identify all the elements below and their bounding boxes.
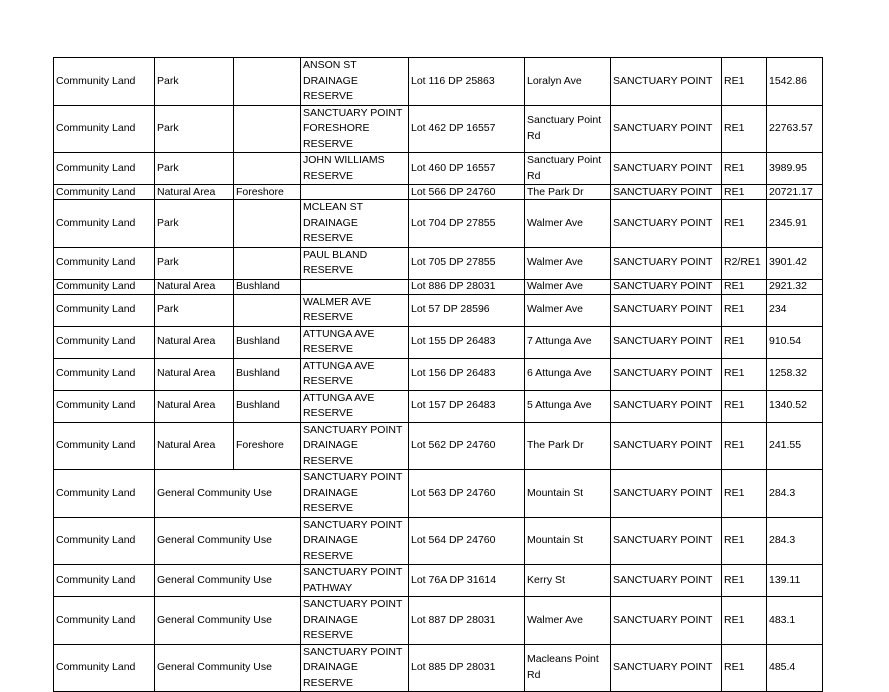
category-cell: Community Land xyxy=(54,517,155,565)
suburb-cell: SANCTUARY POINT xyxy=(611,597,722,645)
table-body xyxy=(54,58,823,692)
table-row xyxy=(54,597,823,645)
category-cell: Community Land xyxy=(54,200,155,248)
reserve-name-cell: ATTUNGA AVE RESERVE xyxy=(301,326,409,358)
suburb-cell: SANCTUARY POINT xyxy=(611,565,722,597)
zoning-cell: RE1 xyxy=(722,153,767,185)
type-cell: Park xyxy=(155,105,234,153)
suburb-cell: SANCTUARY POINT xyxy=(611,422,722,470)
street-cell: Walmer Ave xyxy=(525,200,611,248)
category-cell: Community Land xyxy=(54,390,155,422)
type-cell: General Community Use xyxy=(155,597,301,645)
subtype-cell xyxy=(234,200,301,248)
table-row xyxy=(54,326,823,358)
lot-dp-cell: Lot 886 DP 28031 xyxy=(409,279,525,294)
subtype-cell xyxy=(234,294,301,326)
table-row xyxy=(54,279,823,294)
area-cell: 2921.32 xyxy=(767,279,823,294)
reserve-name-cell: MCLEAN ST DRAINAGE RESERVE xyxy=(301,200,409,248)
reserve-name-cell: ATTUNGA AVE RESERVE xyxy=(301,390,409,422)
zoning-cell: RE1 xyxy=(722,279,767,294)
subtype-cell xyxy=(234,153,301,185)
lot-dp-cell: Lot 157 DP 26483 xyxy=(409,390,525,422)
subtype-cell: Foreshore xyxy=(234,422,301,470)
street-cell: Walmer Ave xyxy=(525,294,611,326)
lot-dp-cell: Lot 563 DP 24760 xyxy=(409,470,525,518)
reserve-name-cell: SANCTUARY POINT DRAINAGE RESERVE xyxy=(301,644,409,692)
street-cell: Kerry St xyxy=(525,565,611,597)
table-row xyxy=(54,358,823,390)
subtype-cell xyxy=(234,247,301,279)
area-cell: 284.3 xyxy=(767,470,823,518)
subtype-cell: Foreshore xyxy=(234,185,301,200)
reserve-name-cell: JOHN WILLIAMS RESERVE xyxy=(301,153,409,185)
lot-dp-cell: Lot 566 DP 24760 xyxy=(409,185,525,200)
table-row xyxy=(54,153,823,185)
type-cell: Natural Area xyxy=(155,326,234,358)
subtype-cell: Bushland xyxy=(234,279,301,294)
type-cell: Natural Area xyxy=(155,422,234,470)
area-cell: 234 xyxy=(767,294,823,326)
reserve-name-cell xyxy=(301,185,409,200)
category-cell: Community Land xyxy=(54,58,155,106)
reserve-name-cell: SANCTUARY POINT FORESHORE RESERVE xyxy=(301,105,409,153)
lot-dp-cell: Lot 705 DP 27855 xyxy=(409,247,525,279)
type-cell: Park xyxy=(155,200,234,248)
area-cell: 284.3 xyxy=(767,517,823,565)
suburb-cell: SANCTUARY POINT xyxy=(611,358,722,390)
type-cell: General Community Use xyxy=(155,565,301,597)
type-cell: Park xyxy=(155,294,234,326)
table-row xyxy=(54,200,823,248)
zoning-cell: RE1 xyxy=(722,422,767,470)
category-cell: Community Land xyxy=(54,153,155,185)
land-register-table xyxy=(53,57,823,692)
table-row xyxy=(54,422,823,470)
suburb-cell: SANCTUARY POINT xyxy=(611,470,722,518)
reserve-name-cell: SANCTUARY POINT DRAINAGE RESERVE xyxy=(301,422,409,470)
type-cell: Park xyxy=(155,153,234,185)
suburb-cell: SANCTUARY POINT xyxy=(611,247,722,279)
street-cell: 7 Attunga Ave xyxy=(525,326,611,358)
table-row xyxy=(54,565,823,597)
category-cell: Community Land xyxy=(54,470,155,518)
lot-dp-cell: Lot 116 DP 25863 xyxy=(409,58,525,106)
table-row xyxy=(54,294,823,326)
suburb-cell: SANCTUARY POINT xyxy=(611,153,722,185)
zoning-cell: RE1 xyxy=(722,358,767,390)
zoning-cell: RE1 xyxy=(722,105,767,153)
area-cell: 485.4 xyxy=(767,644,823,692)
lot-dp-cell: Lot 562 DP 24760 xyxy=(409,422,525,470)
lot-dp-cell: Lot 462 DP 16557 xyxy=(409,105,525,153)
street-cell: The Park Dr xyxy=(525,185,611,200)
category-cell: Community Land xyxy=(54,279,155,294)
street-cell: Loralyn Ave xyxy=(525,58,611,106)
area-cell: 241.55 xyxy=(767,422,823,470)
table-row xyxy=(54,247,823,279)
subtype-cell: Bushland xyxy=(234,326,301,358)
type-cell: Natural Area xyxy=(155,185,234,200)
area-cell: 910.54 xyxy=(767,326,823,358)
category-cell: Community Land xyxy=(54,565,155,597)
street-cell: 5 Attunga Ave xyxy=(525,390,611,422)
suburb-cell: SANCTUARY POINT xyxy=(611,200,722,248)
zoning-cell: RE1 xyxy=(722,597,767,645)
lot-dp-cell: Lot 460 DP 16557 xyxy=(409,153,525,185)
area-cell: 20721.17 xyxy=(767,185,823,200)
zoning-cell: RE1 xyxy=(722,58,767,106)
lot-dp-cell: Lot 156 DP 26483 xyxy=(409,358,525,390)
type-cell: General Community Use xyxy=(155,470,301,518)
type-cell: Park xyxy=(155,247,234,279)
category-cell: Community Land xyxy=(54,422,155,470)
reserve-name-cell xyxy=(301,279,409,294)
zoning-cell: R2/RE1 xyxy=(722,247,767,279)
subtype-cell: Bushland xyxy=(234,358,301,390)
street-cell: Mountain St xyxy=(525,517,611,565)
zoning-cell: RE1 xyxy=(722,470,767,518)
suburb-cell: SANCTUARY POINT xyxy=(611,105,722,153)
reserve-name-cell: SANCTUARY POINT DRAINAGE RESERVE xyxy=(301,470,409,518)
category-cell: Community Land xyxy=(54,185,155,200)
subtype-cell xyxy=(234,58,301,106)
type-cell: General Community Use xyxy=(155,644,301,692)
lot-dp-cell: Lot 885 DP 28031 xyxy=(409,644,525,692)
suburb-cell: SANCTUARY POINT xyxy=(611,185,722,200)
table-row xyxy=(54,644,823,692)
subtype-cell: Bushland xyxy=(234,390,301,422)
suburb-cell: SANCTUARY POINT xyxy=(611,58,722,106)
zoning-cell: RE1 xyxy=(722,565,767,597)
type-cell: General Community Use xyxy=(155,517,301,565)
zoning-cell: RE1 xyxy=(722,200,767,248)
area-cell: 3989.95 xyxy=(767,153,823,185)
area-cell: 1542.86 xyxy=(767,58,823,106)
category-cell: Community Land xyxy=(54,294,155,326)
reserve-name-cell: SANCTUARY POINT DRAINAGE RESERVE xyxy=(301,597,409,645)
zoning-cell: RE1 xyxy=(722,294,767,326)
street-cell: Mountain St xyxy=(525,470,611,518)
area-cell: 483.1 xyxy=(767,597,823,645)
reserve-name-cell: SANCTUARY POINT PATHWAY xyxy=(301,565,409,597)
type-cell: Natural Area xyxy=(155,390,234,422)
zoning-cell: RE1 xyxy=(722,517,767,565)
area-cell: 2345.91 xyxy=(767,200,823,248)
suburb-cell: SANCTUARY POINT xyxy=(611,326,722,358)
category-cell: Community Land xyxy=(54,597,155,645)
zoning-cell: RE1 xyxy=(722,185,767,200)
area-cell: 1258.32 xyxy=(767,358,823,390)
lot-dp-cell: Lot 76A DP 31614 xyxy=(409,565,525,597)
table-row xyxy=(54,517,823,565)
suburb-cell: SANCTUARY POINT xyxy=(611,390,722,422)
area-cell: 22763.57 xyxy=(767,105,823,153)
category-cell: Community Land xyxy=(54,644,155,692)
category-cell: Community Land xyxy=(54,247,155,279)
reserve-name-cell: SANCTUARY POINT DRAINAGE RESERVE xyxy=(301,517,409,565)
type-cell: Natural Area xyxy=(155,358,234,390)
reserve-name-cell: WALMER AVE RESERVE xyxy=(301,294,409,326)
lot-dp-cell: Lot 704 DP 27855 xyxy=(409,200,525,248)
lot-dp-cell: Lot 155 DP 26483 xyxy=(409,326,525,358)
lot-dp-cell: Lot 887 DP 28031 xyxy=(409,597,525,645)
type-cell: Natural Area xyxy=(155,279,234,294)
area-cell: 1340.52 xyxy=(767,390,823,422)
street-cell: Macleans Point Rd xyxy=(525,644,611,692)
zoning-cell: RE1 xyxy=(722,390,767,422)
street-cell: Sanctuary Point Rd xyxy=(525,153,611,185)
reserve-name-cell: PAUL BLAND RESERVE xyxy=(301,247,409,279)
table-row xyxy=(54,470,823,518)
subtype-cell xyxy=(234,105,301,153)
street-cell: Walmer Ave xyxy=(525,279,611,294)
suburb-cell: SANCTUARY POINT xyxy=(611,279,722,294)
area-cell: 3901.42 xyxy=(767,247,823,279)
table-row xyxy=(54,390,823,422)
reserve-name-cell: ATTUNGA AVE RESERVE xyxy=(301,358,409,390)
area-cell: 139.11 xyxy=(767,565,823,597)
table-row xyxy=(54,185,823,200)
zoning-cell: RE1 xyxy=(722,326,767,358)
lot-dp-cell: Lot 57 DP 28596 xyxy=(409,294,525,326)
suburb-cell: SANCTUARY POINT xyxy=(611,644,722,692)
lot-dp-cell: Lot 564 DP 24760 xyxy=(409,517,525,565)
type-cell: Park xyxy=(155,58,234,106)
suburb-cell: SANCTUARY POINT xyxy=(611,517,722,565)
table-row xyxy=(54,58,823,106)
category-cell: Community Land xyxy=(54,358,155,390)
reserve-name-cell: ANSON ST DRAINAGE RESERVE xyxy=(301,58,409,106)
street-cell: Walmer Ave xyxy=(525,247,611,279)
street-cell: The Park Dr xyxy=(525,422,611,470)
street-cell: Walmer Ave xyxy=(525,597,611,645)
table-row xyxy=(54,105,823,153)
street-cell: Sanctuary Point Rd xyxy=(525,105,611,153)
suburb-cell: SANCTUARY POINT xyxy=(611,294,722,326)
street-cell: 6 Attunga Ave xyxy=(525,358,611,390)
category-cell: Community Land xyxy=(54,326,155,358)
zoning-cell: RE1 xyxy=(722,644,767,692)
category-cell: Community Land xyxy=(54,105,155,153)
